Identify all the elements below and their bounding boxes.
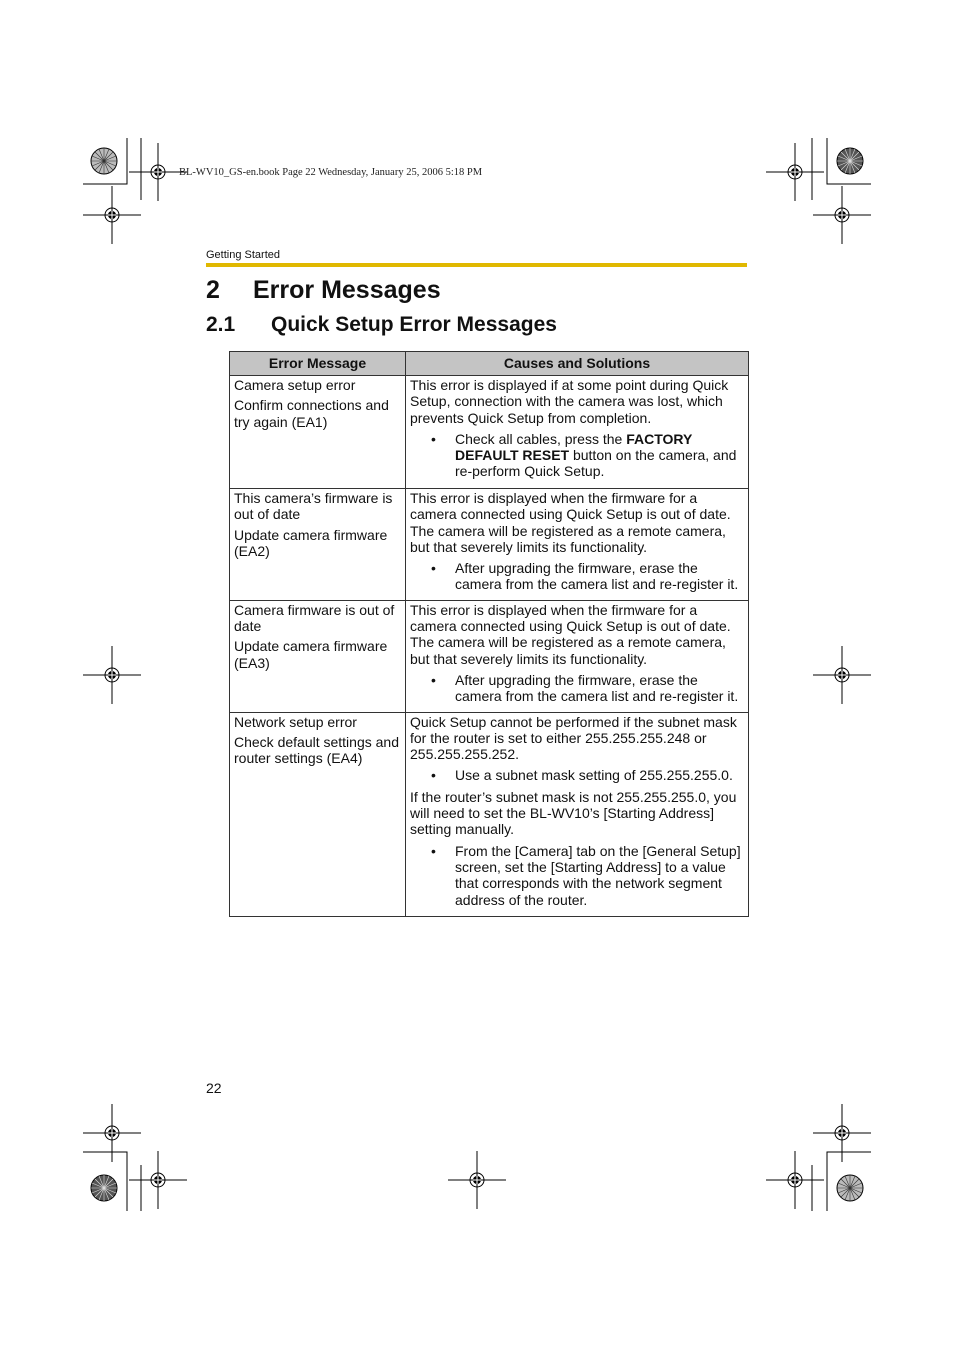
solution-bullet (410, 672, 744, 705)
bullet-text-end: button on the camera, and re-perform Quick Setup. (455, 447, 737, 480)
bullet-text: After upgrading the firmware, erase the camera from the camera list and re-register it. (455, 671, 739, 705)
table-row (230, 376, 749, 489)
cause-text: This error is displayed when the firmware for a camera connected using Quick Setup is out of date. The camera will be registered as a remote camera, but that severely limits its functionality. (410, 490, 731, 555)
error-message-cell (230, 600, 406, 712)
bullet-text-bold: FACTORY DEFAULT RESET (455, 430, 693, 464)
bullet-icon: • (431, 767, 436, 784)
bullet-text: After upgrading the firmware, erase the camera from the camera list and re-register it. (455, 560, 739, 593)
cause-text: Quick Setup cannot be performed if the subnet mask for the router is set to either 255.255.255.248 or 255.255.255.252. (410, 713, 737, 763)
solution-cell (406, 712, 749, 916)
section-number: 2.1 (206, 313, 236, 336)
error-action: Check default settings and router settings (EA4) (234, 733, 399, 767)
error-message: Network setup error (234, 713, 357, 730)
bullet-text: From the [Camera] tab on the [General Setup] screen, set the [Starting Address] to a value that corresponds with the network segment address of the router. (455, 842, 741, 908)
bullet-icon: • (431, 842, 436, 859)
bullet-text-start: Check all cables, press the (455, 430, 627, 447)
solution-bullet (410, 431, 744, 480)
cause-text-secondary: If the router’s subnet mask is not 255.255.255.0, you will need to set the BL-WV10’s [Starting Address] setting manually. (410, 788, 737, 838)
bullet-text: Use a subnet mask setting of 255.255.255.0. (455, 767, 733, 784)
table-row (230, 712, 749, 916)
solution-bullet (410, 843, 744, 908)
error-message: This camera’s firmware is out of date (234, 490, 393, 523)
cause-text: This error is displayed if at some point during Quick Setup, connection with the camera was lost, which prevents Quick Setup from completion. (410, 377, 729, 426)
table-row (230, 489, 749, 601)
chapter-heading (206, 276, 441, 305)
table-row (230, 600, 749, 712)
error-action: Update camera firmware (EA2) (234, 526, 388, 559)
bullet-icon: • (431, 560, 436, 577)
running-header: Getting Started (206, 249, 280, 261)
book-info-line: BL-WV10_GS-en.book Page 22 Wednesday, January 25, 2006 5:18 PM (179, 167, 483, 178)
section-title: Quick Setup Error Messages (271, 313, 557, 336)
solution-bullet (410, 560, 744, 593)
error-message-cell (230, 376, 406, 489)
page-number: 22 (206, 1080, 222, 1096)
bullet-icon: • (431, 671, 436, 688)
solution-bullet (410, 767, 744, 783)
chapter-number: 2 (206, 276, 220, 304)
cause-text: This error is displayed when the firmware for a camera connected using Quick Setup is out of date. The camera will be registered as a remote camera, but that severely limits its functionality. (410, 601, 731, 667)
solution-cell (406, 376, 749, 489)
bullet-icon: • (431, 430, 436, 447)
solution-cell (406, 600, 749, 712)
error-action: Confirm connections and try again (EA1) (234, 397, 389, 430)
solution-cell (406, 489, 749, 601)
error-message-cell (230, 489, 406, 601)
error-action: Update camera firmware (EA3) (234, 638, 388, 671)
header-rule (206, 263, 747, 267)
table-header-row (230, 352, 749, 376)
error-message: Camera setup error (234, 377, 356, 393)
error-message: Camera firmware is out of date (234, 601, 395, 635)
error-message-cell (230, 712, 406, 916)
column-header-error-message: Error Message (230, 352, 406, 376)
chapter-title: Error Messages (253, 276, 441, 304)
error-table (229, 351, 749, 917)
column-header-causes-solutions: Causes and Solutions (406, 352, 749, 376)
section-heading (206, 313, 557, 337)
